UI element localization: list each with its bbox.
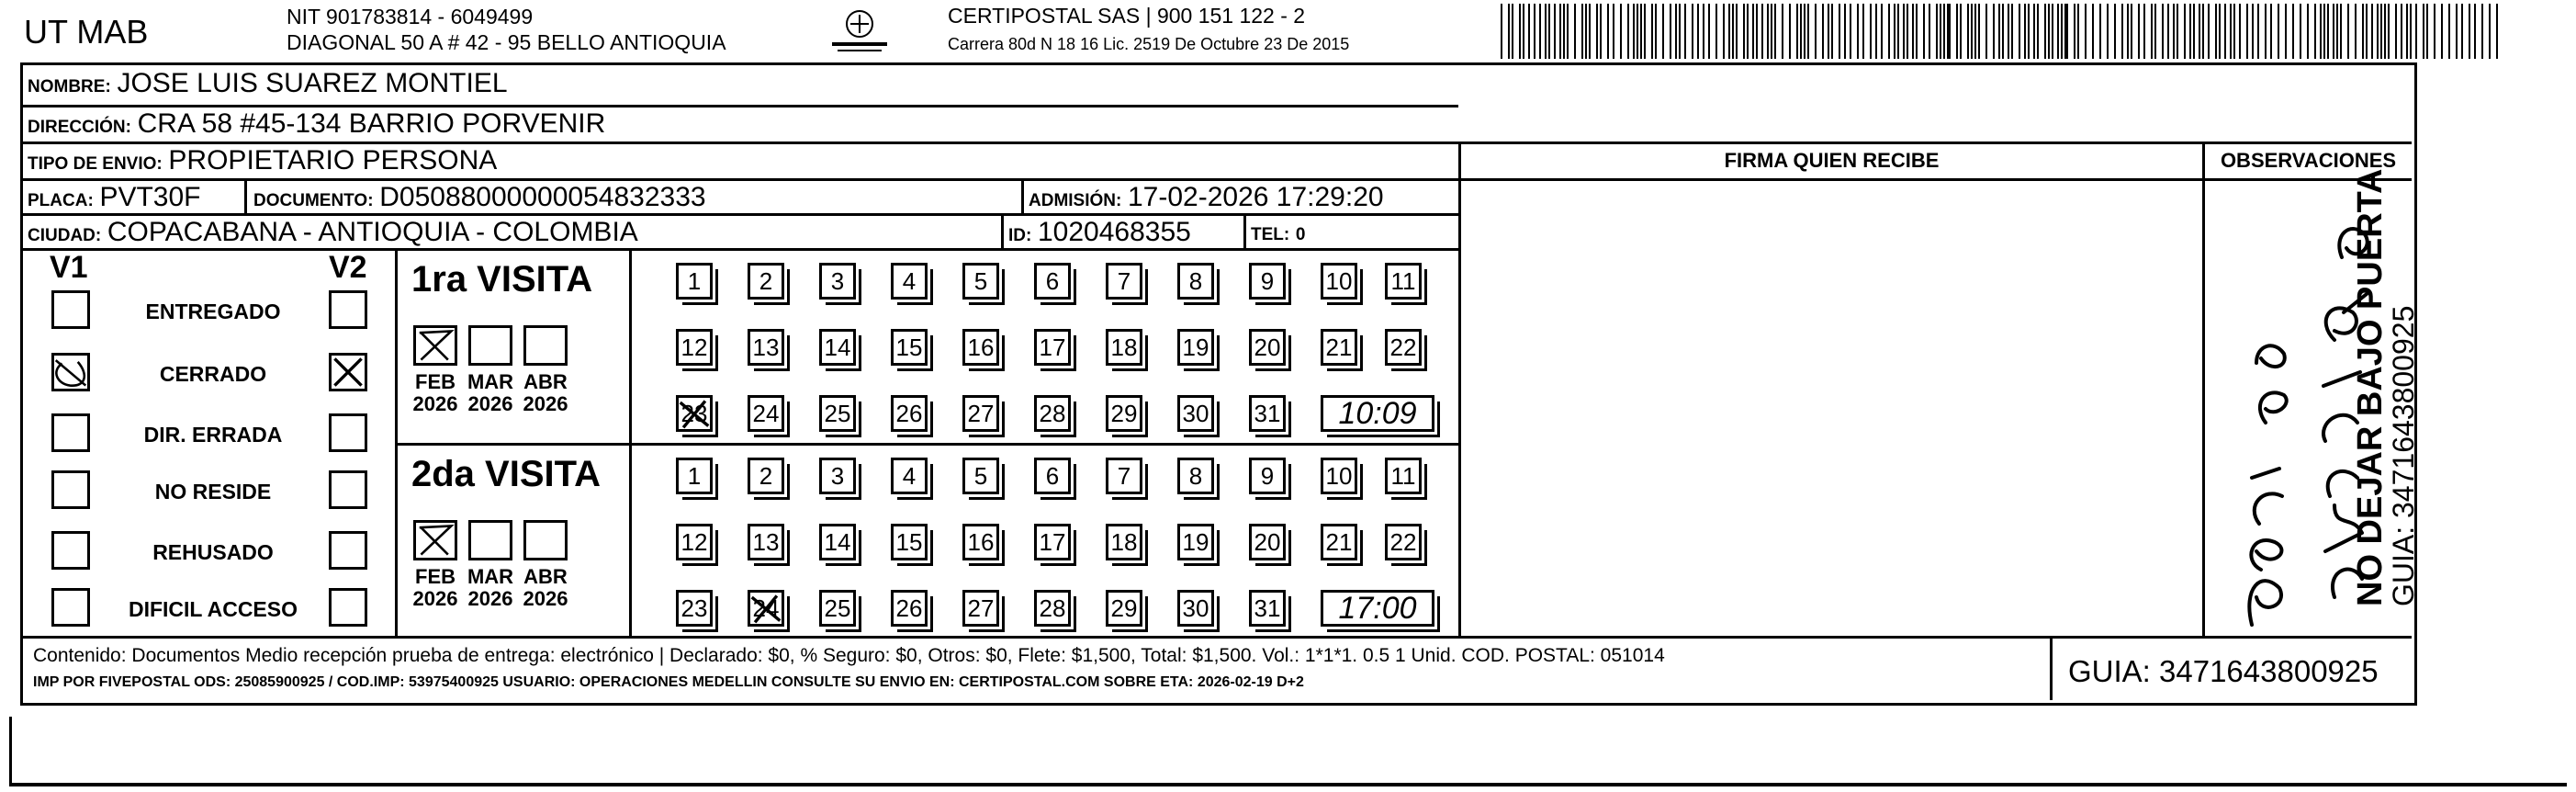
day-checkbox[interactable]: 16: [962, 329, 999, 366]
month-label: FEB 2026: [412, 370, 458, 415]
status-label: NO RESIDE: [154, 480, 272, 503]
day-checkbox[interactable]: 2: [748, 458, 784, 494]
day-checkbox[interactable]: 18: [1106, 329, 1142, 366]
day-checkbox[interactable]: 18: [1106, 524, 1142, 560]
visit-title: 2da VISITA: [411, 454, 601, 494]
day-checkbox[interactable]: 23: [676, 590, 713, 627]
v1-checkbox[interactable]: [51, 290, 90, 329]
day-checkbox[interactable]: 20: [1249, 329, 1286, 366]
day-checkbox[interactable]: 17: [1034, 329, 1071, 366]
month-label: MAR 2026: [467, 370, 514, 415]
x-mark-icon: [679, 398, 710, 429]
status-label: REHUSADO: [152, 540, 274, 564]
day-checkbox[interactable]: 27: [962, 395, 999, 432]
observaciones-header: OBSERVACIONES: [2220, 149, 2397, 172]
field-ciudad: CIUDAD: COPACABANA - ANTIOQUIA - COLOMBIA: [28, 217, 638, 247]
field-admision: ADMISIÓN: 17-02-2026 17:29:20: [1029, 182, 1384, 212]
month-label: ABR 2026: [523, 565, 568, 610]
day-checkbox[interactable]: 9: [1249, 263, 1286, 300]
day-checkbox[interactable]: 30: [1177, 395, 1214, 432]
day-checkbox[interactable]: 1: [676, 458, 713, 494]
field-documento: DOCUMENTO: D05088000000054832333: [253, 182, 706, 212]
v2-checkbox[interactable]: [329, 531, 367, 570]
day-checkbox[interactable]: 10: [1321, 263, 1357, 300]
footer-imp: IMP POR FIVEPOSTAL ODS: 25085900925 / COD.IMP: 53975400925 USUARIO: OPERACIONES MEDELLIN CONSULTE SU ENVIO EN: CERTIPOSTAL.COM SOBRE ETA: 2026-02-19 D+2: [33, 674, 1304, 690]
day-checkbox[interactable]: 22: [1385, 524, 1422, 560]
status-label: DIFICIL ACCESO: [128, 597, 298, 621]
side-notice: [2351, 169, 2421, 606]
footer-contenido: Contenido: Documentos Medio recepción prueba de entrega: electrónico | Declarado: $0, % Seguro: $0, Otros: $0, Flete: $1,500, Total: $1,500. Vol.: 1*1*1. 0.5 1 Unid. COD. POSTAL: 051014: [33, 645, 1665, 666]
day-checkbox[interactable]: 20: [1249, 524, 1286, 560]
day-checkbox[interactable]: 12: [676, 524, 713, 560]
barcode: [1499, 4, 2505, 59]
header-nit: NIT 901783814 - 6049499: [287, 5, 534, 28]
day-checkbox[interactable]: 14: [819, 524, 856, 560]
day-checkbox[interactable]: 8: [1177, 458, 1214, 494]
month-checkbox[interactable]: [523, 520, 568, 560]
day-checkbox[interactable]: 11: [1385, 458, 1422, 494]
day-checkbox[interactable]: 19: [1177, 329, 1214, 366]
status-label: DIR. ERRADA: [143, 423, 283, 447]
v2-label: V2: [329, 250, 367, 285]
v1-label: V1: [50, 250, 88, 285]
day-checkbox[interactable]: 26: [891, 395, 928, 432]
day-checkbox[interactable]: 13: [748, 329, 784, 366]
day-checkbox[interactable]: 3: [819, 458, 856, 494]
day-checkbox[interactable]: 23: [676, 395, 713, 432]
day-checkbox[interactable]: 26: [891, 590, 928, 627]
day-checkbox[interactable]: 25: [819, 590, 856, 627]
day-checkbox[interactable]: 1: [676, 263, 713, 300]
firma-header: FIRMA QUIEN RECIBE: [1724, 149, 1940, 172]
status-label: CERRADO: [159, 362, 267, 386]
x-mark-icon: [332, 356, 365, 389]
field-placa: PLACA: PVT30F: [28, 182, 201, 212]
x-mark-icon: [416, 523, 455, 558]
day-checkbox[interactable]: 27: [962, 590, 999, 627]
day-checkbox[interactable]: 6: [1034, 263, 1071, 300]
v2-checkbox[interactable]: [329, 290, 367, 329]
day-checkbox[interactable]: 10: [1321, 458, 1357, 494]
day-checkbox[interactable]: 7: [1106, 458, 1142, 494]
side-warning: NO DEJAR BAJO PUERTA: [2351, 168, 2390, 606]
v1-checkbox[interactable]: [51, 588, 90, 627]
id-value: 1020468355: [1038, 217, 1191, 247]
day-checkbox[interactable]: 28: [1034, 590, 1071, 627]
admision-value: 17-02-2026 17:29:20: [1128, 182, 1384, 212]
month-checkbox[interactable]: [468, 325, 512, 366]
day-checkbox[interactable]: 16: [962, 524, 999, 560]
v2-checkbox[interactable]: [329, 353, 367, 391]
tipo-envio-value: PROPIETARIO PERSONA: [168, 145, 498, 175]
day-checkbox[interactable]: 6: [1034, 458, 1071, 494]
day-checkbox[interactable]: 5: [962, 458, 999, 494]
month-checkbox[interactable]: [413, 520, 457, 560]
day-checkbox[interactable]: 30: [1177, 590, 1214, 627]
direccion-value: CRA 58 #45-134 BARRIO PORVENIR: [137, 108, 606, 139]
day-checkbox[interactable]: 24: [748, 590, 784, 627]
day-checkbox[interactable]: 22: [1385, 329, 1422, 366]
v1-checkbox[interactable]: [51, 413, 90, 452]
day-checkbox[interactable]: 28: [1034, 395, 1071, 432]
time-box[interactable]: 10:09: [1321, 395, 1434, 432]
v2-checkbox[interactable]: [329, 470, 367, 509]
day-checkbox[interactable]: 17: [1034, 524, 1071, 560]
nombre-value: JOSE LUIS SUAREZ MONTIEL: [117, 68, 508, 98]
field-direccion: DIRECCIÓN: CRA 58 #45-134 BARRIO PORVENIR: [28, 108, 606, 139]
field-tipo-envio: TIPO DE ENVIO: PROPIETARIO PERSONA: [28, 145, 498, 175]
ciudad-value: COPACABANA - ANTIOQUIA - COLOMBIA: [107, 217, 638, 247]
day-checkbox[interactable]: 19: [1177, 524, 1214, 560]
side-guia: GUIA: 3471643800925: [2387, 305, 2420, 606]
day-checkbox[interactable]: 15: [891, 524, 928, 560]
bottom-rule: [9, 783, 2567, 786]
v1-checkbox[interactable]: [51, 470, 90, 509]
field-tel: TEL: 0: [1251, 225, 1306, 244]
day-checkbox[interactable]: 25: [819, 395, 856, 432]
status-label: ENTREGADO: [145, 300, 281, 323]
check-mark-icon: [54, 356, 87, 389]
time-box[interactable]: 17:00: [1321, 590, 1434, 627]
month-checkbox[interactable]: [523, 325, 568, 366]
header-address: DIAGONAL 50 A # 42 - 95 BELLO ANTIOQUIA: [287, 30, 726, 54]
day-checkbox[interactable]: 24: [748, 395, 784, 432]
x-mark-icon: [750, 593, 782, 624]
tel-value: 0: [1295, 225, 1306, 244]
visit-title: 1ra VISITA: [411, 259, 593, 300]
day-checkbox[interactable]: 21: [1321, 329, 1357, 366]
day-checkbox[interactable]: 11: [1385, 263, 1422, 300]
header-title: UT MAB: [24, 13, 149, 51]
v1-checkbox[interactable]: [51, 531, 90, 570]
header-sender: [287, 4, 726, 55]
guia-number: GUIA: 3471643800925: [2068, 654, 2379, 688]
day-checkbox[interactable]: 2: [748, 263, 784, 300]
v2-checkbox[interactable]: [329, 588, 367, 627]
field-id: ID: 1020468355: [1008, 217, 1191, 247]
day-checkbox[interactable]: 12: [676, 329, 713, 366]
day-checkbox[interactable]: 15: [891, 329, 928, 366]
certipostal-logo-icon: [810, 7, 909, 57]
field-nombre: NOMBRE: JOSE LUIS SUAREZ MONTIEL: [28, 68, 508, 98]
day-checkbox[interactable]: 29: [1106, 590, 1142, 627]
documento-value: D05088000000054832333: [379, 182, 706, 212]
day-checkbox[interactable]: 29: [1106, 395, 1142, 432]
placa-value: PVT30F: [99, 182, 201, 212]
x-mark-icon: [416, 328, 455, 363]
day-checkbox[interactable]: 21: [1321, 524, 1357, 560]
month-label: FEB 2026: [412, 565, 458, 610]
v2-checkbox[interactable]: [329, 413, 367, 452]
day-checkbox[interactable]: 3: [819, 263, 856, 300]
day-checkbox[interactable]: 8: [1177, 263, 1214, 300]
left-rule: [9, 717, 12, 785]
month-label: ABR 2026: [523, 370, 568, 415]
day-checkbox[interactable]: 31: [1249, 590, 1286, 627]
month-label: MAR 2026: [467, 565, 514, 610]
month-checkbox[interactable]: [413, 325, 457, 366]
day-checkbox[interactable]: 14: [819, 329, 856, 366]
month-checkbox[interactable]: [468, 520, 512, 560]
day-checkbox[interactable]: 9: [1249, 458, 1286, 494]
day-checkbox[interactable]: 31: [1249, 395, 1286, 432]
header-license: Carrera 80d N 18 16 Lic. 2519 De Octubre 23 De 2015: [948, 35, 1350, 53]
day-checkbox[interactable]: 4: [891, 263, 928, 300]
header-company: CERTIPOSTAL SAS | 900 151 122 - 2: [948, 4, 1306, 28]
day-checkbox[interactable]: 13: [748, 524, 784, 560]
day-checkbox[interactable]: 5: [962, 263, 999, 300]
day-checkbox[interactable]: 7: [1106, 263, 1142, 300]
v1-checkbox[interactable]: [51, 353, 90, 391]
day-checkbox[interactable]: 4: [891, 458, 928, 494]
